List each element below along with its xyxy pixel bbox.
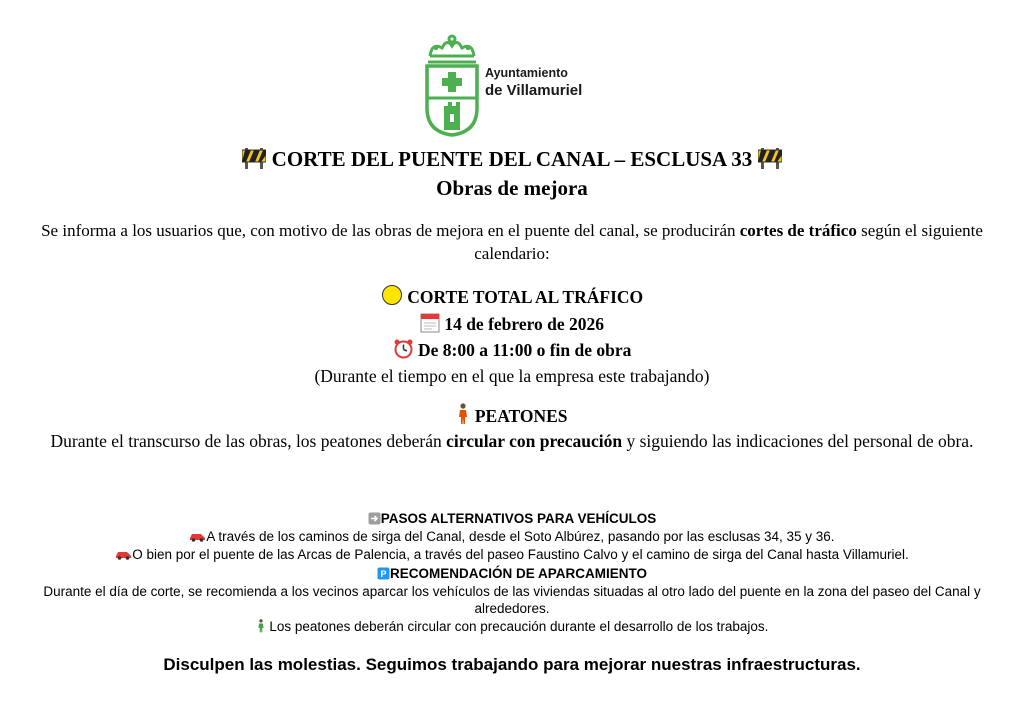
intro-bold: cortes de tráfico — [739, 221, 857, 240]
alternatives-heading-text: PASOS ALTERNATIVOS PARA VEHÍCULOS — [380, 511, 657, 526]
page-title — [0, 146, 1024, 172]
alternative-route-1-text: A través de los caminos de sirga del Canal, desde el Soto Albúrez, pasando por las esclusas 34, 35 y 36. — [206, 529, 835, 544]
pedestrians-text: Durante el transcurso de las obras, los peatones deberán — [50, 431, 447, 451]
closure-time — [0, 337, 1024, 363]
closure-note: (Durante el tiempo en el que la empresa este trabajando) — [314, 366, 710, 386]
title-text: CORTE DEL PUENTE DEL CANAL – ESCLUSA 33 — [271, 147, 753, 171]
logo-line-2: de Villamuriel — [485, 81, 583, 99]
closure-date-text: 14 de febrero de 2026 — [444, 314, 605, 334]
closing-message: Disculpen las molestias. Seguimos trabajando para mejorar nuestras infraestructuras. — [163, 655, 861, 674]
page-subtitle: Obras de mejora — [436, 176, 588, 200]
coat-of-arms-icon — [422, 34, 482, 138]
alternative-route-1 — [0, 528, 1024, 545]
pedestrians-heading-text: PEATONES — [474, 406, 568, 426]
construction-barrier-icon — [242, 147, 266, 169]
construction-barrier-icon — [758, 147, 782, 169]
alternatives-heading — [0, 510, 1024, 527]
parking-icon — [377, 567, 390, 580]
parking-heading — [0, 565, 1024, 582]
closure-time-text: De 8:00 a 11:00 o fin de obra — [417, 340, 632, 360]
intro-paragraph — [20, 219, 1004, 265]
intro-text: Se informa a los usuarios que, con motivo de las obras de mejora en el puente del canal, se producirán — [41, 221, 740, 240]
pedestrians-heading — [0, 403, 1024, 429]
yellow-circle-icon — [381, 284, 403, 306]
calendar-icon — [420, 312, 440, 333]
parking-paragraph: Durante el día de corte, se recomienda a los vecinos aparcar los vehículos de las viviendas situadas al otro lado del puente en la zona del paseo del Canal y alrededores. — [43, 584, 981, 616]
car-icon — [189, 531, 206, 542]
intro-text-end: según el siguiente calendario: — [474, 221, 983, 263]
pedestrians-paragraph — [30, 429, 994, 453]
pedestrians-text-end: y siguiendo las indicaciones del personal de obra. — [622, 431, 974, 451]
alternative-route-2-text: O bien por el puente de las Arcas de Palencia, a través del paseo Faustino Calvo y el camino de sirga del Canal hasta Villamuriel. — [132, 547, 909, 562]
pedestrian-note-text: Los peatones deberán circular con precaución durante el desarrollo de los trabajos. — [269, 619, 769, 634]
closure-heading — [0, 284, 1024, 310]
pedestrian-icon — [456, 403, 470, 425]
pedestrian-note — [0, 618, 1024, 635]
pedestrian-icon — [256, 619, 266, 633]
municipality-logo — [422, 34, 612, 138]
car-icon — [115, 549, 132, 560]
alternative-route-2 — [0, 546, 1024, 563]
alarm-clock-icon — [393, 338, 414, 359]
pedestrians-bold: circular con precaución — [446, 431, 623, 451]
closure-heading-text: CORTE TOTAL AL TRÁFICO — [407, 287, 644, 307]
parking-heading-text: RECOMENDACIÓN DE APARCAMIENTO — [389, 566, 647, 581]
closure-date — [0, 311, 1024, 337]
svg-text:P: P — [380, 569, 387, 579]
logo-line-1: Ayuntamiento — [485, 66, 568, 80]
right-arrow-icon — [368, 512, 381, 525]
